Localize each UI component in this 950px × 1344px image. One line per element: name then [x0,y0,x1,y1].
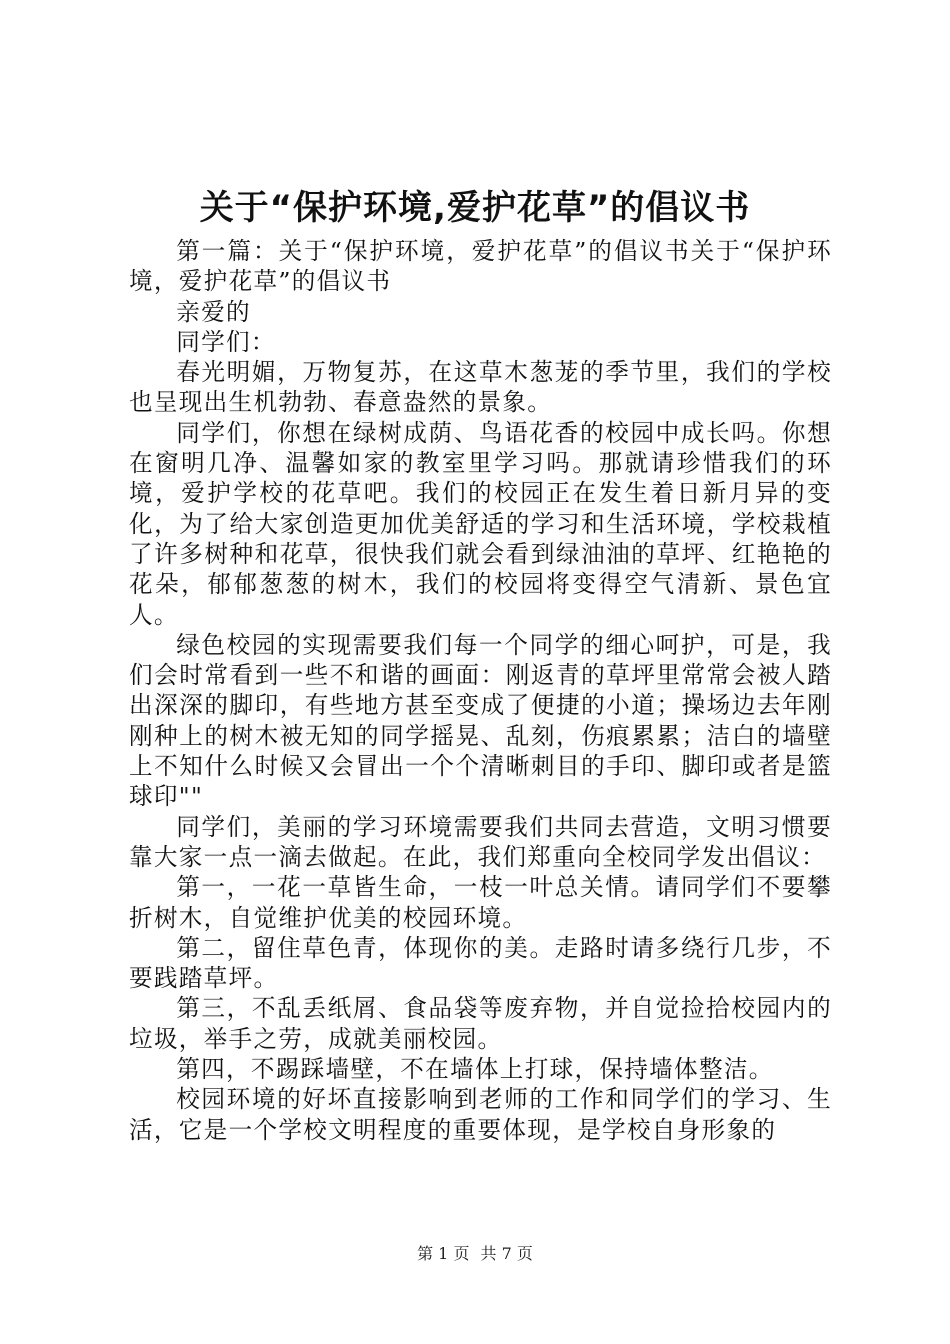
document-title: 关于“保护环境,爱护花草”的倡议书 [199,188,751,228]
paragraph-spring: 春光明媚，万物复苏，在这草木葱茏的季节里，我们的学校也呈现出生机勃勃、春意盎然的景象。 [129,358,832,417]
page-total: 共 7 页 [480,1244,533,1263]
paragraph-point-1: 第一，一花一草皆生命，一枝一叶总关情。请同学们不要攀折树木，自觉维护优美的校园环境。 [129,873,832,932]
document-body [129,236,832,1145]
paragraph-salutation-1: 亲爱的 [176,297,251,326]
paragraph-point-4: 第四，不踢踩墙壁，不在墙体上打球，保持墙体整洁。 [176,1055,774,1084]
page-number: 第 1 页 [417,1244,470,1263]
page-footer [0,1243,950,1265]
paragraph-point-3: 第三，不乱丢纸屑、食品袋等废弃物，并自觉捡拾校园内的垃圾，举手之劳，成就美丽校园。 [129,994,832,1053]
paragraph-point-2: 第二，留住草色青，体现你的美。走路时请多绕行几步，不要践踏草坪。 [129,933,832,993]
paragraph-proposal: 同学们，美丽的学习环境需要我们共同去营造，文明习惯要靠大家一点一滴去做起。在此，我们郑重向全校同学发出倡议： [129,812,832,871]
paragraph-environment: 同学们，你想在绿树成荫、鸟语花香的校园中成长吗。你想在窗明几净、温馨如家的教室里学习吗。那就请珍惜我们的环境，爱护学校的花草吧。我们的校园正在发生着日新月异的变化，为了给大家创造更加优美舒适的学习和生活环境，学校栽植了许多树种和花草，很快我们就会看到绿油油的草坪、红艳艳的花朵，郁郁葱葱的树木，我们的校园将变得空气清新、景色宜人。 [129,418,832,629]
paragraph-problems: 绿色校园的实现需要我们每一个同学的细心呵护，可是，我们会时常看到一些不和谐的画面：刚返青的草坪里常常会被人踏出深深的脚印，有些地方甚至变成了便捷的小道；操场边去年刚刚种上的树木被无知的同学摇晃、乱刻，伤痕累累；洁白的墙壁上不知什么时候又会冒出一个个清晰刺目的手印、脚印或者是篮球印"" [129,630,832,811]
paragraph-intro: 第一篇：关于“保护环境，爱护花草”的倡议书关于“保护环境，爱护花草”的倡议书 [129,237,832,296]
paragraph-conclusion: 校园环境的好坏直接影响到老师的工作和同学们的学习、生活，它是一个学校文明程度的重要体现，是学校自身形象的 [129,1085,832,1144]
paragraph-salutation-2: 同学们： [176,327,276,356]
